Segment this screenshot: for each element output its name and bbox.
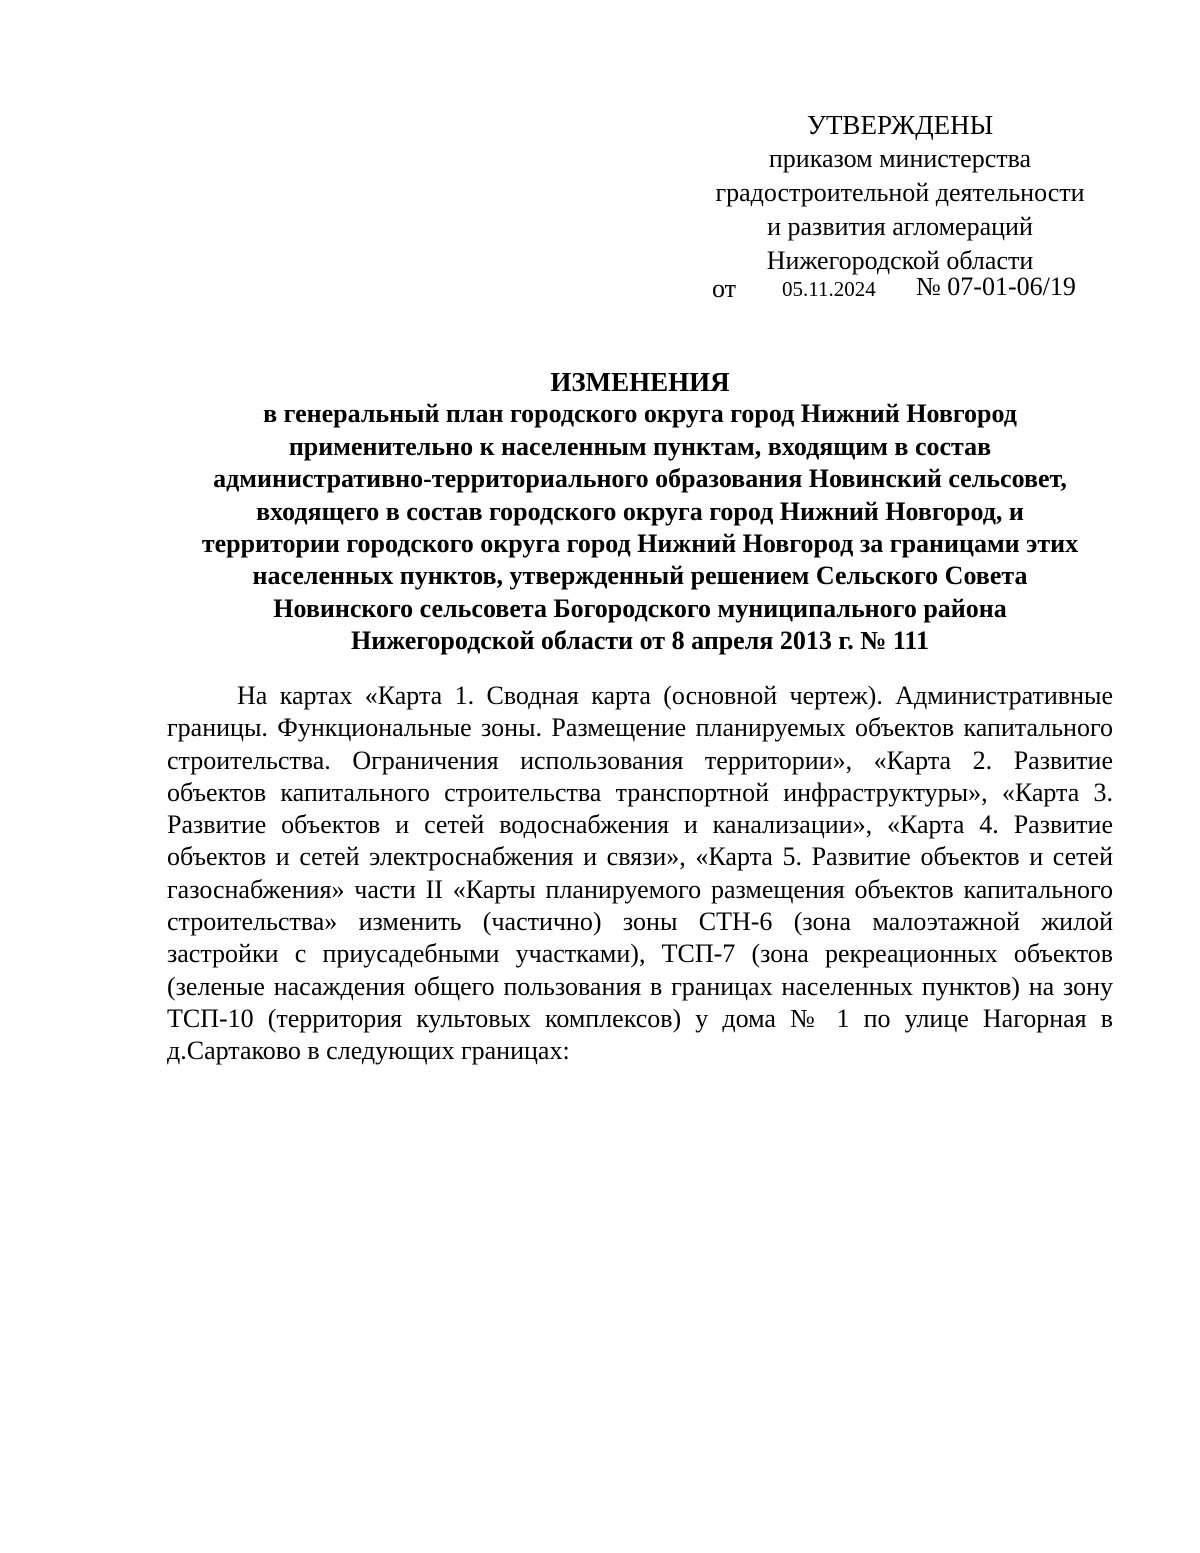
approval-line: и развития агломераций (767, 212, 1033, 241)
order-from-label: от (712, 274, 737, 303)
title-line: Новинского сельсовета Богородского муниципального района (273, 593, 1007, 623)
title-line: Нижегородской области от 8 апреля 2013 г. № 111 (350, 626, 930, 656)
approval-line: градостроительной деятельности (715, 178, 1085, 207)
order-reference (712, 270, 1112, 304)
title-line: входящего в состав городского округа город Нижний Новгород, и (256, 496, 1024, 526)
body-paragraph: На картах «Карта 1. Сводная карта (основной чертеж). Административные границы. Функциональные зоны. Размещение планируемых объектов капитального строительства. Ограничения использования территории», «Карта 2. Развитие объектов капитального строительства транспортной инфраструктуры», «Карта 3. Развитие объектов и сетей водоснабжения и канализации», «Карта 4. Развитие объектов и сетей электроснабжения и связи», «Карта 5. Развитие объектов и сетей газоснабжения» части II «Карты планируемого размещения объектов капитального строительства» изменить (частично) зоны СТН-6 (зона малоэтажной жилой застройки с приусадебными участками), ТСП-7 (зона рекреационных объектов (зеленые насаждения общего пользования в границах населенных пунктов) на зону ТСП-10 (территория культовых комплексов) у дома № 1 по улице Нагорная в д.Сартаково в следующих границах: (167, 681, 1113, 1066)
document-heading: ИЗМЕНЕНИЯ (550, 367, 730, 397)
document-title-block (140, 366, 1140, 658)
order-date: 05.11.2024 (782, 277, 876, 301)
title-line: территории городского округа город Нижний Новгород за границами этих (201, 529, 1079, 559)
order-number: № 07-01-06/19 (916, 272, 1076, 301)
title-line: административно-территориального образования Новинский сельсовет, (213, 464, 1067, 494)
approval-line: Нижегородской области (766, 246, 1034, 275)
title-line: применительно к населенным пунктам, входящим в состав (288, 431, 992, 461)
title-line: населенных пунктов, утвержденный решением Сельского Совета (252, 561, 1028, 591)
title-line: в генеральный план городского округа город Нижний Новгород (263, 399, 1017, 429)
approval-title: УТВЕРЖДЕНЫ (806, 110, 994, 140)
approval-block (690, 108, 1110, 278)
approval-line: приказом министерства (768, 144, 1032, 173)
